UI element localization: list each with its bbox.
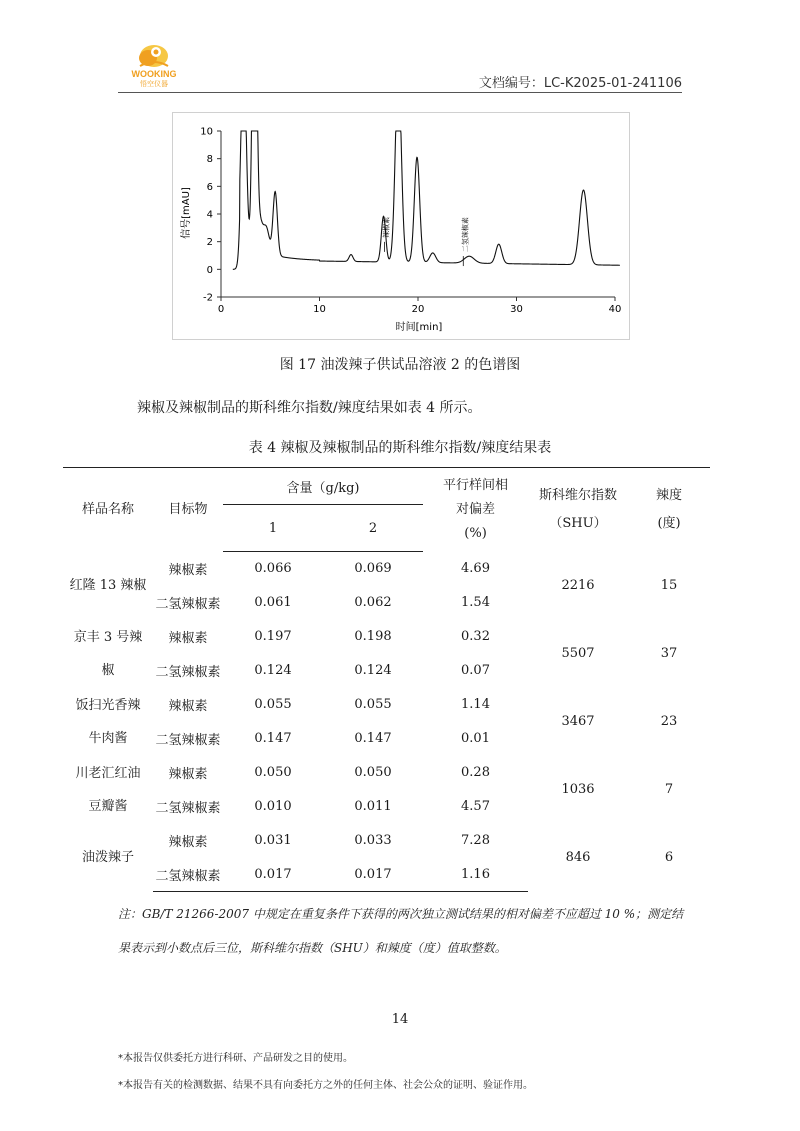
target-cell: 辣椒素 (168, 835, 208, 850)
header-degree-line1: 辣度 (656, 487, 683, 503)
header-content-2: 2 (323, 505, 423, 552)
x-tick-label: 40 (608, 304, 622, 315)
page-number: 14 (391, 1012, 409, 1027)
header-rsd-line3: (%) (464, 525, 487, 541)
y-tick-label: 10 (200, 126, 213, 138)
y-tick-label: 2 (206, 237, 213, 249)
rsd-cell: 4.69 (461, 561, 490, 576)
chromatogram-svg (173, 113, 629, 339)
header-divider (118, 92, 682, 93)
rsd-cell: 0.07 (461, 663, 490, 678)
y-tick-label: 4 (206, 209, 213, 221)
logo-mark (118, 40, 190, 88)
target-cell: 二氢辣椒素 (155, 801, 221, 816)
disclaimer-1: *本报告仅供委托方进行科研、产品研发之目的使用。 (118, 1053, 353, 1064)
shu-cell: 846 (565, 850, 591, 865)
content-1-cell: 0.055 (254, 697, 292, 712)
chromatogram-trace (233, 131, 620, 269)
header-degree (628, 468, 710, 552)
header-shu-line1: 斯科维尔指数 (539, 487, 618, 503)
document-number: 文档编号：LC-K2025-01-241106 (478, 76, 682, 91)
degree-cell: 7 (664, 782, 674, 797)
rsd-cell: 4.57 (461, 799, 490, 814)
logo-text-en: WOOKING (131, 69, 177, 79)
target-cell: 辣椒素 (168, 631, 208, 646)
annotation-label: 二氢辣椒素 (461, 217, 470, 253)
body-paragraph: 辣椒及辣椒制品的斯科维尔指数/辣度结果如表 4 所示。 (137, 400, 482, 416)
x-tick-label: 20 (411, 304, 425, 315)
header-rsd-line1: 平行样间相 (443, 477, 509, 493)
rsd-cell: 7.28 (461, 833, 490, 848)
rsd-cell: 0.01 (461, 731, 490, 746)
content-1-cell: 0.017 (223, 858, 323, 892)
header-content-1: 1 (223, 505, 323, 552)
content-1-cell: 0.050 (254, 765, 292, 780)
header-sample: 样品名称 (63, 468, 153, 552)
content-2-cell: 0.011 (354, 799, 392, 814)
peak-annotations (381, 217, 469, 266)
rsd-cell: 0.32 (461, 629, 490, 644)
sample-name (63, 688, 153, 756)
sample-name (63, 620, 153, 688)
content-2-cell: 0.050 (354, 765, 392, 780)
table-row (63, 824, 710, 858)
shu-cell: 5507 (561, 646, 595, 661)
sample-name (63, 756, 153, 824)
table-note: 注：GB/T 21266-2007 中规定在重复条件下获得的两次独立测试结果的相对偏差不应超过 10 %；测定结果表示到小数点后三位，斯科维尔指数（SHU）和辣度（度）值取整数。 (118, 907, 684, 955)
content-1-cell: 0.147 (254, 731, 292, 746)
target-cell: 二氢辣椒素 (153, 858, 223, 892)
chromatogram-chart (172, 112, 630, 340)
sample-name-line1: 饭扫光香辣 (75, 697, 141, 713)
target-cell: 辣椒素 (168, 767, 208, 782)
content-2-cell: 0.033 (354, 833, 392, 848)
company-logo (118, 40, 190, 88)
disclaimer-2: *本报告有关的检测数据、结果不具有向委托方之外的任何主体、社会公众的证明、验证作用。 (118, 1080, 533, 1091)
sample-name-line2: 牛肉酱 (88, 730, 128, 746)
degree-cell: 37 (660, 646, 678, 661)
sample-name-line1: 油泼辣子 (81, 850, 134, 865)
x-axis-label: 时间[min] (395, 322, 443, 333)
y-tick-label: 0 (206, 264, 213, 276)
header-rsd (423, 468, 528, 552)
sample-name-line2: 豆瓣酱 (88, 798, 128, 814)
rsd-cell: 1.16 (423, 858, 528, 892)
table-row (63, 620, 710, 654)
sample-name-line1: 红隆 13 辣椒 (69, 578, 147, 593)
content-2-cell: 0.124 (354, 663, 392, 678)
sample-name-line1: 川老汇红油 (75, 765, 141, 781)
content-2-cell: 0.055 (354, 697, 392, 712)
content-1-cell: 0.124 (254, 663, 292, 678)
figure-caption: 图 17 油泼辣子供试品溶液 2 的色谱图 (279, 357, 521, 373)
x-tick-label: 10 (313, 304, 326, 315)
shu-cell: 2216 (561, 578, 595, 593)
header-target: 目标物 (153, 468, 223, 552)
content-2-cell: 0.069 (354, 561, 392, 577)
table-row (63, 756, 710, 790)
sample-name (63, 552, 153, 620)
table-row (63, 688, 710, 722)
content-1-cell: 0.031 (254, 833, 292, 848)
header-shu-line2: （SHU） (549, 515, 607, 531)
header-degree-line2: (度) (657, 515, 681, 531)
target-cell: 辣椒素 (168, 699, 208, 714)
header-rsd-line2: 对偏差 (456, 501, 496, 517)
header-content: 含量（g/kg) (223, 468, 423, 505)
y-tick-label: 6 (206, 181, 213, 193)
y-axis-label: 信号[mAU] (181, 187, 192, 239)
logo-text-cn: 悟空仪器 (140, 80, 168, 88)
sample-name-line2: 椒 (101, 662, 115, 678)
degree-cell: 6 (664, 850, 674, 865)
annotation-label: 辣椒素 (382, 216, 391, 238)
content-2-cell: 0.198 (354, 629, 392, 644)
rsd-cell: 1.14 (461, 697, 490, 712)
rsd-cell: 0.28 (461, 765, 490, 780)
content-1-cell: 0.061 (254, 595, 292, 610)
table-row (63, 552, 710, 586)
degree-cell: 23 (660, 714, 678, 729)
content-1-cell: 0.066 (254, 561, 292, 577)
target-cell: 辣椒素 (168, 563, 208, 578)
x-tick-label: 30 (510, 304, 523, 315)
table-body (63, 552, 710, 892)
x-tick-label: 0 (217, 304, 225, 315)
header-shu (528, 468, 628, 552)
target-cell: 二氢辣椒素 (155, 733, 221, 748)
sample-name-line1: 京丰 3 号辣 (73, 629, 143, 645)
shu-cell: 1036 (561, 782, 595, 797)
rsd-cell: 1.54 (461, 595, 490, 610)
target-cell: 二氢辣椒素 (155, 597, 221, 612)
degree-cell: 15 (660, 578, 678, 593)
content-2-cell: 0.062 (354, 595, 392, 610)
sample-name (63, 824, 153, 892)
chart-axes (200, 127, 621, 316)
y-tick-label: -2 (203, 292, 213, 304)
target-cell: 二氢辣椒素 (155, 665, 221, 680)
content-1-cell: 0.197 (254, 629, 292, 644)
table-caption: 表 4 辣椒及辣椒制品的斯科维尔指数/辣度结果表 (248, 440, 552, 456)
content-1-cell: 0.010 (254, 799, 292, 814)
shu-cell: 3467 (561, 714, 595, 729)
content-2-cell: 0.017 (323, 858, 423, 892)
y-tick-label: 8 (206, 154, 213, 166)
results-table (63, 467, 710, 892)
content-2-cell: 0.147 (354, 731, 392, 746)
